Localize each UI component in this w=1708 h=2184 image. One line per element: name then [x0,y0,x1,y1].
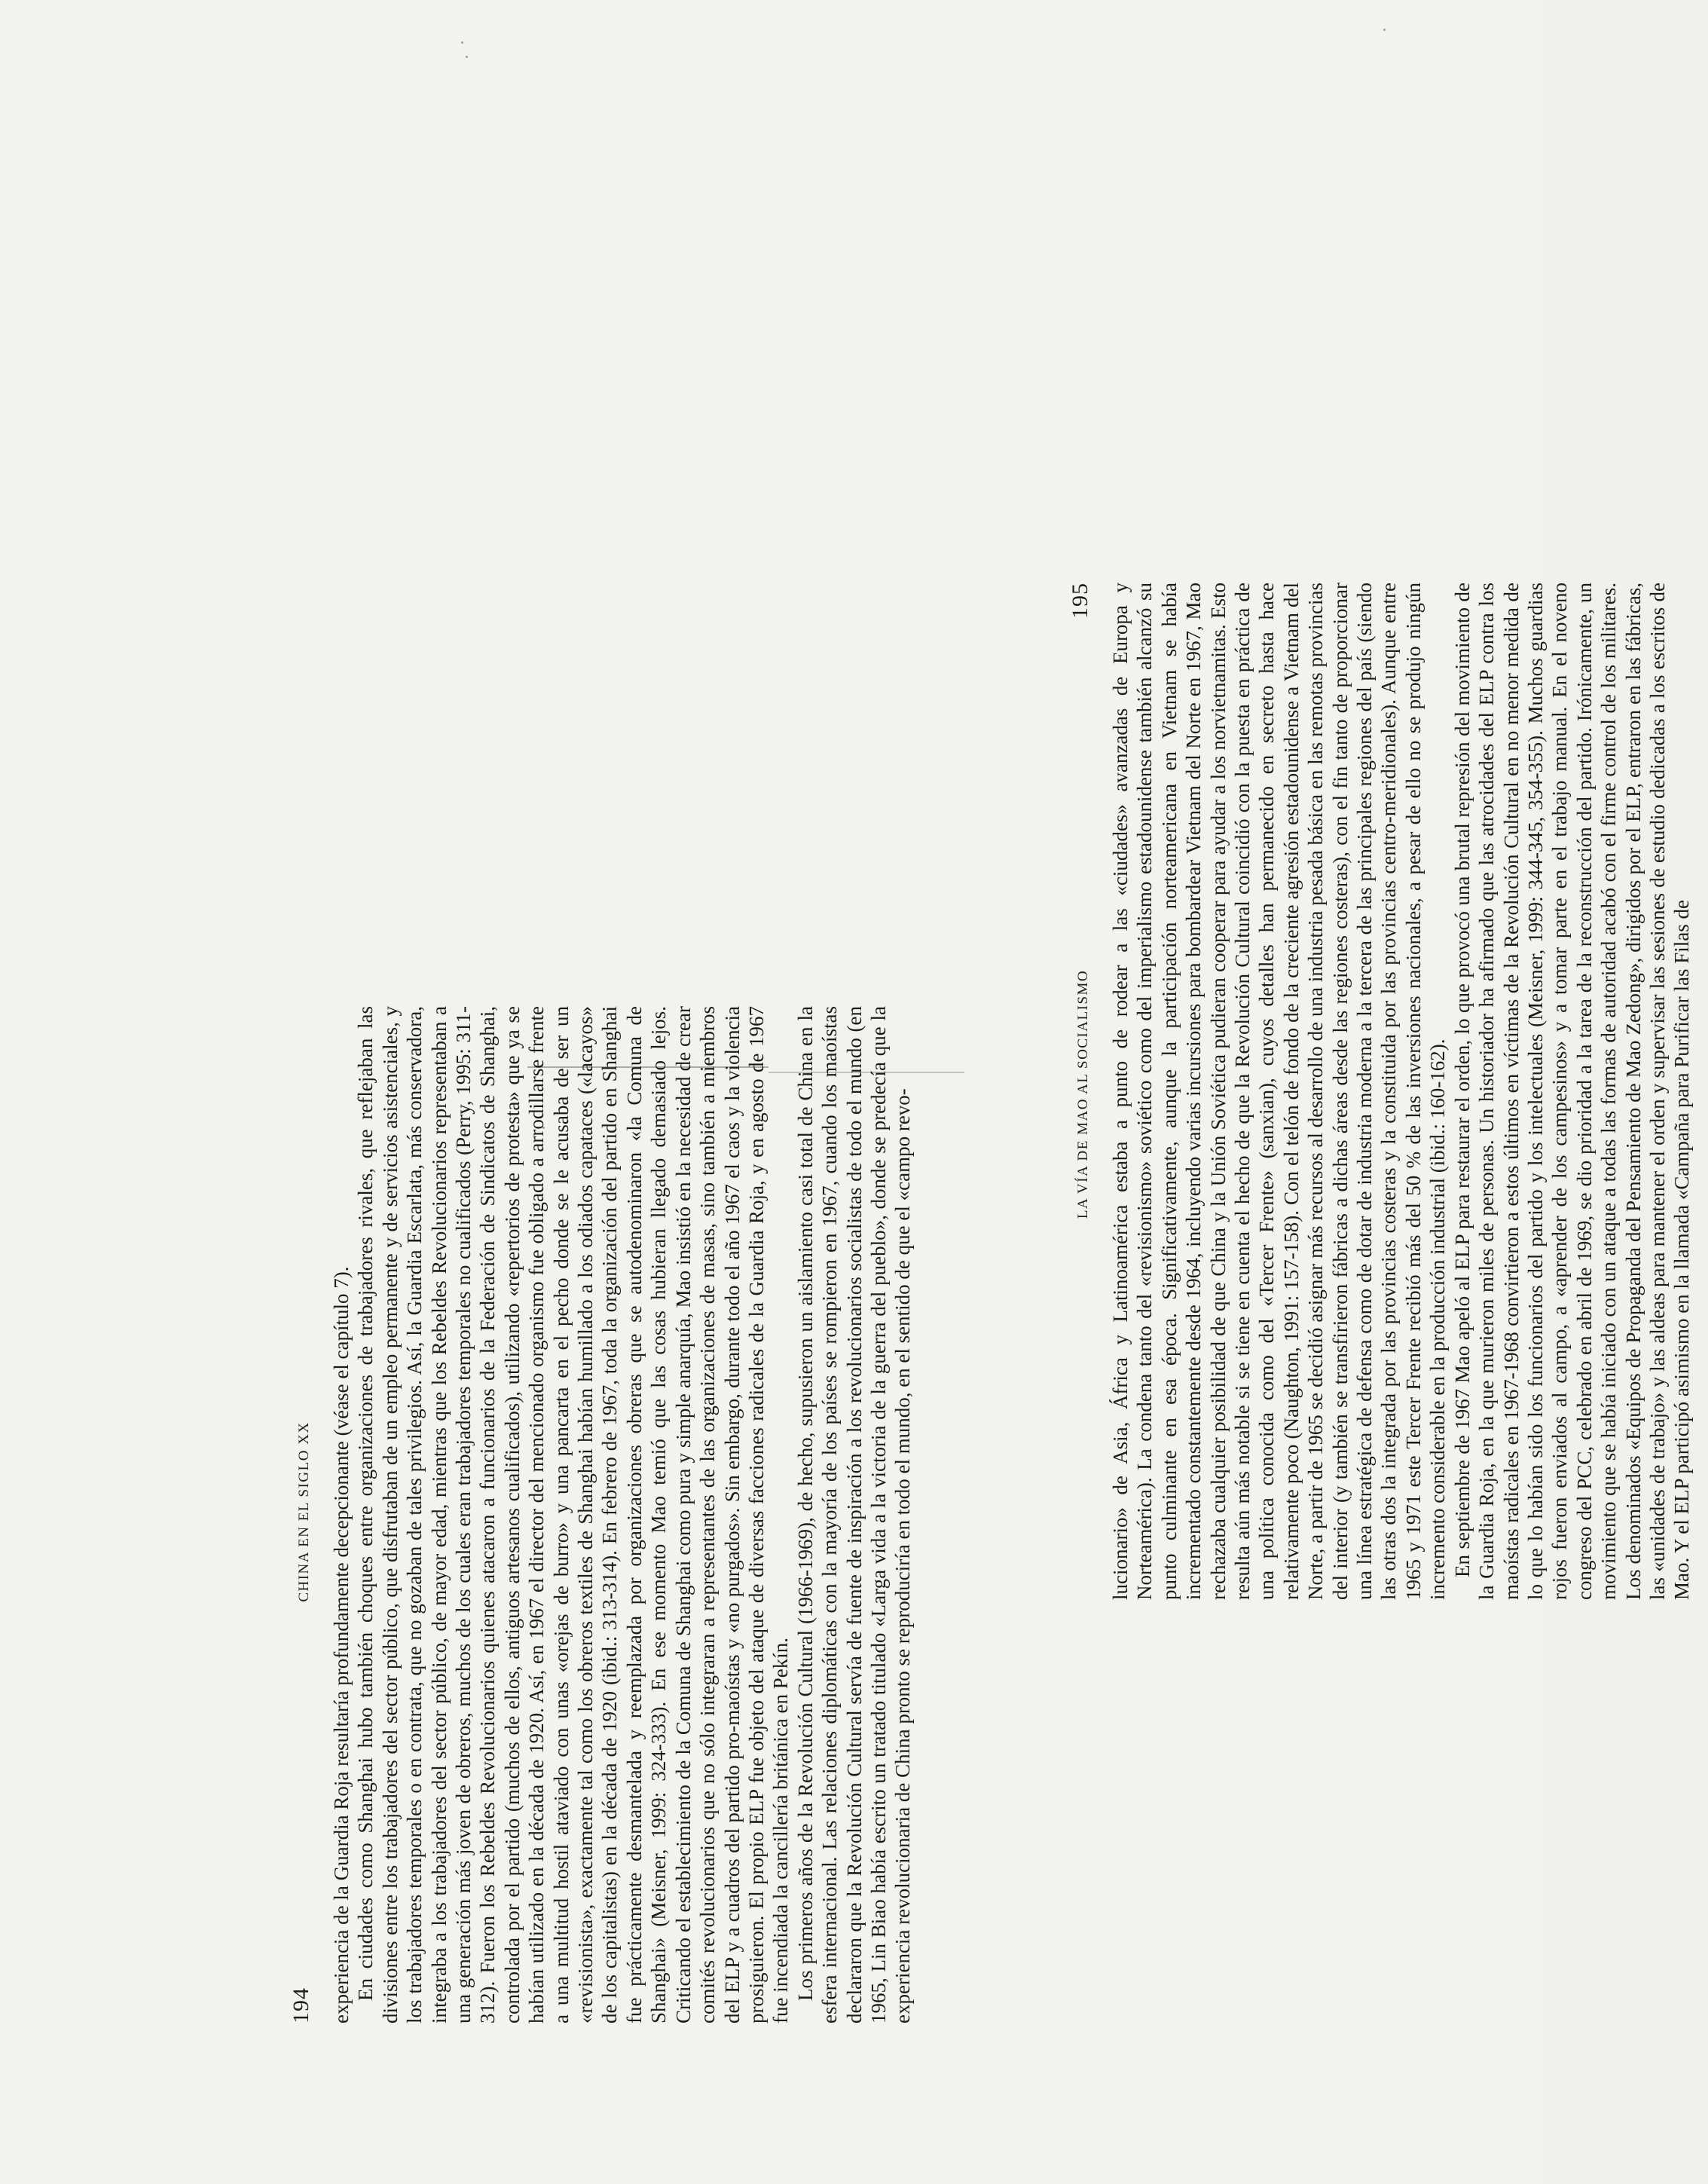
scan-speck [461,41,463,44]
page-header [1068,583,1098,1600]
page-number: 194 [289,1987,313,2023]
scan-speck [466,56,468,58]
scan-speck [1383,29,1386,31]
page-194 [289,1006,929,2023]
page-number: 195 [1068,583,1092,619]
paragraph: lucionario» de Asia, África y Latinoamérica estaba a punto de rodear a las «ciudades» avanzadas de Europa y Norteamérica). La condena tanto del «revisionismo» soviético como del imperialismo estadounidense también alcanzó su punto culminante en esa época. Significativamente, aunque la participación norteamericana en Vietnam se había incrementado constantemente desde 1964, incluyendo varias incursiones para bombardear Vietnam del Norte en 1967, Mao rechazaba cualquier posibilidad de que China y la Unión Soviética pudieran cooperar para ayudar a los norvietnamitas. Esto resulta aún más notable si se tiene en cuenta el hecho de que la Revolución Cultural coincidió con la puesta en práctica de una política conocida como del «Tercer Frente» (sanxian), cuyos detalles han permanecido en secreto hasta hace relativamente poco (Naughton, 1991: 157-158). Con el telón de fondo de la creciente agresión estadounidense a Vietnam del Norte, a partir de 1965 se decidió asignar más recursos al desarrollo de una industria pesada básica en las remotas provincias del interior (y también se transfirieron fábricas a dichas áreas desde las regiones costeras), con el fin tanto de proporcionar una línea estratégica de defensa como de dotar de industria moderna a la tercera de las principales regiones del país (siendo las otras dos la integrada por las provincias costeras y la constituida por las provincias centro-meridionales). Aunque entre 1965 y 1971 este Tercer Frente recibió más del 50 % de las inversiones nacionales, a pesar de ello no se produjo ningún incremento considerable en la producción industrial (ibid.: 160-162). [1109,583,1450,1600]
page-header [289,1006,319,2023]
page-body [329,1006,915,2023]
page-195 [1068,583,1708,1600]
running-head: LA VÍA DE MAO AL SOCIALISMO [1075,969,1091,1219]
paragraph: experiencia de la Guardia Roja resultaría profundamente decepcionante (véase el capítulo 7). [330,1266,353,2023]
paragraph: Los primeros años de la Revolución Cultural (1966-1969), de hecho, supusieron un aislamiento casi total de China en la esfera internacional. Las relaciones diplomáticas con la mayoría de los países se rompieron en 1967, cuando los maoístas declararon que la Revolución Cultural servía de fuente de inspiración a los revolucionarios socialistas de todo el mundo (en 1965, Lin Biao había escrito un tratado titulado «Larga vida a la victoria de la guerra del pueblo», donde se predecía que la experiencia revolucionaria de China pronto se reproduciría en todo el mundo, en el sentido de que el «campo revo- [793,1006,915,2023]
page-body [1108,583,1694,1600]
paragraph: En ciudades como Shanghai hubo también choques entre organizaciones de trabajadores rivales, que reflejaban las divisiones entre los trabajadores del sector público, que disfrutaban de un empleo permanente y de servicios asistenciales, y los trabajadores temporales o en contrata, que no gozaban de tales privilegios. Así, la Guardia Escarlata, más conservadora, integraba a los trabajadores del sector público, de mayor edad, mientras que los Rebeldes Revolucionarios representaban a una generación más joven de obreros, muchos de los cuales eran trabajadores temporales no cualificados (Perry, 1995: 311-312). Fueron los Rebeldes Revolucionarios quienes atacaron a funcionarios de la Federación de Sindicatos de Shanghai, controlada por el partido (muchos de ellos, antiguos artesanos cualificados), utilizando «repertorios de protesta» que ya se habían utilizado en la década de 1920. Así, en 1967 el director del mencionado organismo fue obligado a arrodillarse frente a una multitud hostil ataviado con unas «orejas de burro» y una pancarta en el pecho donde se le acusaba de ser un «revisionista», exactamente tal como los obreros textiles de Shanghai habían humillado a los odiados capataces («lacayos» de los capitalistas) en la década de 1920 (ibid.: 313-314). En febrero de 1967, toda la organización del partido en Shanghai fue prácticamente desmantelada y reemplazada por organizaciones obreras que se autodenominaron «la Comuna de Shanghai» (Meisner, 1999: 324-333). En ese momento Mao temió que las cosas hubieran llegado demasiado lejos. Criticando el establecimiento de la Comuna de Shanghai como pura y simple anarquía, Mao insistió en la necesidad de crear comités revolucionarios que no sólo integraran a representantes de las organizaciones de masas, sino también a miembros del ELP y a cuadros del partido pro-maoístas y «no purgados». Sin embargo, durante todo el año 1967 el caos y la violencia prosiguieron. El propio ELP fue objeto del ataque de diversas facciones radicales de la Guardia Roja, y en agosto de 1967 fue incendiada la cancillería británica en Pekín. [354,1006,793,2023]
running-head: CHINA EN EL SIGLO XX [296,1421,312,1602]
paragraph: En septiembre de 1967 Mao apeló al ELP para restaurar el orden, lo que provocó una brutal represión del movimiento de la Guardia Roja, en la que murieron miles de personas. Un historiador ha afirmado que las atrocidades del ELP contra los maoístas radicales en 1967-1968 convirtieron a estos últimos en víctimas de la Revolución Cultural en no menor medida de lo que lo habían sido los funcionarios del partido y los intelectuales (Meisner, 1999: 344-345, 354-355). Muchos guardias rojos fueron enviados al campo, a «aprender de los campesinos» y a tomar parte en el trabajo manual. En el noveno congreso del PCC, celebrado en abril de 1969, se dio prioridad a la tarea de la reconstrucción del partido. Irónicamente, un movimiento que se había iniciado con un ataque a todas las formas de autoridad acabó con el firme control de los militares. Los denominados «Equipos de Propaganda del Pensamiento de Mao Zedong», dirigidos por el ELP, entraron en las fábricas, las «unidades de trabajo» y las aldeas para mantener el orden y supervisar las sesiones de estudio dedicadas a los escritos de Mao. Y el ELP participó asimismo en la llamada «Campaña para Purificar las Filas de [1450,583,1694,1600]
